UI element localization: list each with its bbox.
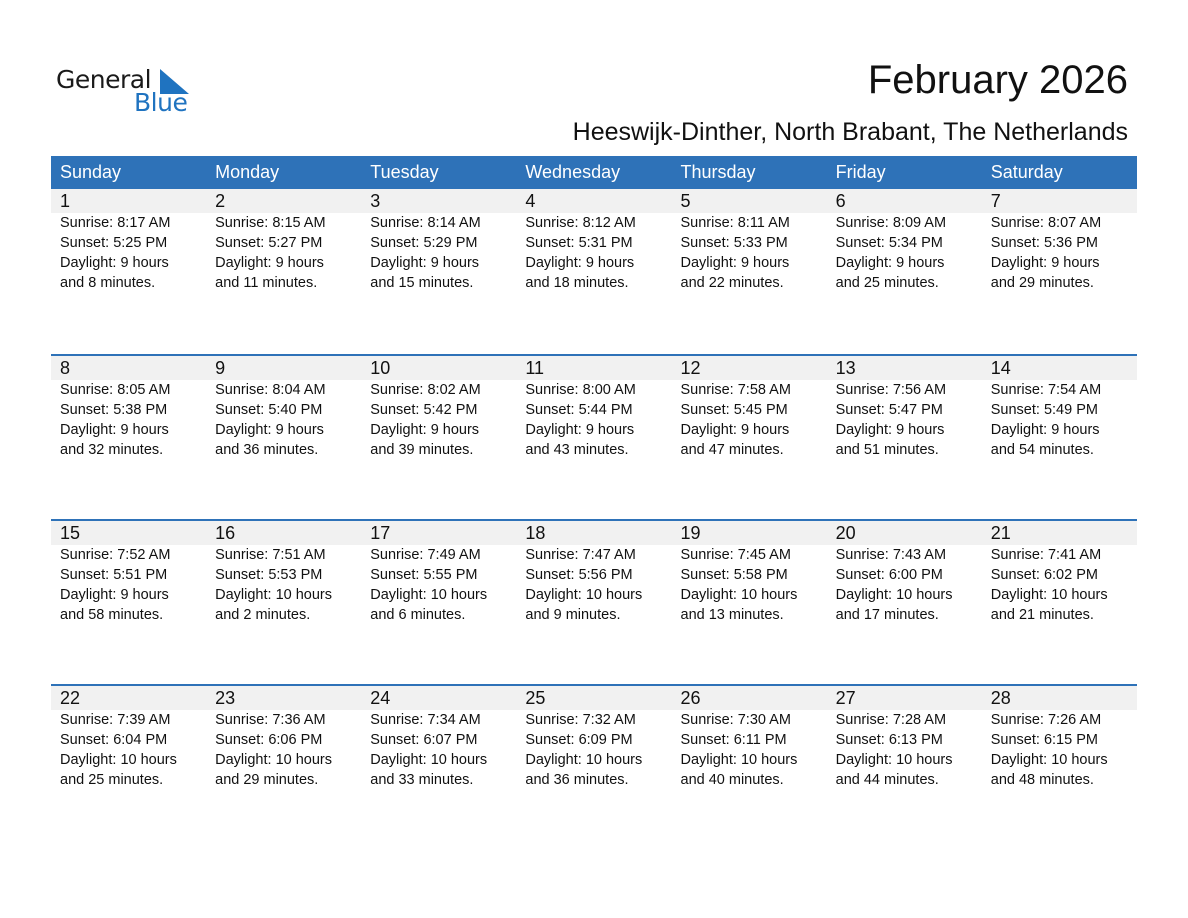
- daylight-minutes: and 58 minutes.: [60, 607, 164, 623]
- sunrise-time: Sunrise: 8:05 AM: [60, 382, 171, 398]
- day-number: 10: [370, 358, 391, 378]
- sunrise-time: Sunrise: 7:54 AM: [990, 382, 1102, 398]
- weekday-header-row: [51, 156, 1137, 189]
- daylight-minutes: and 25 minutes.: [835, 275, 939, 291]
- sunset-time: Sunset: 5:38 PM: [60, 402, 168, 418]
- sunset-time: Sunset: 5:53 PM: [215, 567, 323, 583]
- sunset-time: Sunset: 6:13 PM: [835, 732, 943, 748]
- daylight-hours: Daylight: 9 hours: [990, 422, 1100, 438]
- sunrise-time: Sunrise: 8:15 AM: [215, 215, 326, 231]
- daylight-hours: Daylight: 9 hours: [370, 255, 480, 271]
- sunset-time: Sunset: 5:31 PM: [525, 235, 633, 251]
- day-cell: [51, 356, 206, 460]
- daylight-minutes: and 29 minutes.: [990, 275, 1094, 291]
- day-number: 5: [680, 191, 691, 211]
- week-row: [51, 189, 1137, 354]
- day-cell: [827, 521, 982, 625]
- daylight-minutes: and 18 minutes.: [525, 275, 629, 291]
- sunrise-time: Sunrise: 7:47 AM: [525, 547, 636, 563]
- day-cell: [672, 686, 827, 790]
- day-number: 23: [215, 688, 236, 708]
- sunrise-time: Sunrise: 7:45 AM: [680, 547, 791, 563]
- weekday-header-tuesday: Tuesday: [370, 162, 439, 182]
- daylight-hours: Daylight: 10 hours: [525, 752, 643, 768]
- daylight-hours: Daylight: 10 hours: [990, 587, 1108, 603]
- daylight-minutes: and 15 minutes.: [370, 275, 474, 291]
- daylight-minutes: and 13 minutes.: [680, 607, 784, 623]
- calendar-weeks: [51, 189, 1137, 849]
- daylight-minutes: and 8 minutes.: [60, 275, 156, 291]
- daylight-minutes: and 9 minutes.: [525, 607, 621, 623]
- day-number: 9: [215, 358, 226, 378]
- daylight-minutes: and 33 minutes.: [370, 772, 474, 788]
- daylight-minutes: and 43 minutes.: [525, 442, 629, 458]
- week-row: [51, 519, 1137, 684]
- sunset-time: Sunset: 6:04 PM: [60, 732, 168, 748]
- day-cell: [516, 189, 671, 293]
- sunset-time: Sunset: 5:55 PM: [370, 567, 478, 583]
- sunrise-time: Sunrise: 7:28 AM: [835, 712, 947, 728]
- daylight-minutes: and 36 minutes.: [215, 442, 319, 458]
- day-cell: [982, 356, 1137, 460]
- sunset-time: Sunset: 5:36 PM: [990, 235, 1098, 251]
- sunrise-time: Sunrise: 8:11 AM: [680, 215, 790, 231]
- sunrise-time: Sunrise: 7:30 AM: [680, 712, 791, 728]
- daylight-hours: Daylight: 10 hours: [215, 752, 332, 768]
- daylight-hours: Daylight: 10 hours: [525, 587, 643, 603]
- day-cell: [51, 189, 206, 293]
- daylight-minutes: and 39 minutes.: [370, 442, 474, 458]
- daylight-hours: Daylight: 10 hours: [680, 587, 798, 603]
- sunset-time: Sunset: 5:56 PM: [525, 567, 633, 583]
- daylight-hours: Daylight: 10 hours: [990, 752, 1108, 768]
- day-cell: [516, 686, 671, 790]
- day-number: 1: [60, 191, 71, 211]
- sunrise-time: Sunrise: 7:56 AM: [835, 382, 947, 398]
- day-cell: [206, 356, 361, 460]
- daylight-minutes: and 32 minutes.: [60, 442, 164, 458]
- week-row: [51, 684, 1137, 849]
- day-number: 3: [370, 191, 381, 211]
- day-number: 14: [990, 358, 1011, 378]
- day-cell: [361, 189, 516, 293]
- weekday-header-sunday: Sunday: [60, 162, 122, 182]
- day-number: 8: [60, 358, 71, 378]
- day-cell: [827, 356, 982, 460]
- sunrise-time: Sunrise: 8:04 AM: [215, 382, 326, 398]
- sunset-time: Sunset: 6:02 PM: [990, 567, 1098, 583]
- daylight-minutes: and 48 minutes.: [990, 772, 1094, 788]
- day-cell: [361, 521, 516, 625]
- sunrise-time: Sunrise: 8:09 AM: [835, 215, 947, 231]
- sunset-time: Sunset: 6:00 PM: [835, 567, 943, 583]
- day-number: 18: [525, 523, 546, 543]
- weekday-header-friday: Friday: [835, 162, 886, 182]
- day-number: 2: [215, 191, 226, 211]
- day-number: 20: [835, 523, 856, 543]
- day-cell: [206, 521, 361, 625]
- day-number: 15: [60, 523, 81, 543]
- week-row: [51, 354, 1137, 519]
- sunset-time: Sunset: 5:29 PM: [370, 235, 478, 251]
- day-number: 7: [990, 191, 1001, 211]
- day-cell: [982, 686, 1137, 790]
- day-number: 6: [835, 191, 846, 211]
- daylight-hours: Daylight: 9 hours: [680, 422, 790, 438]
- sunrise-time: Sunrise: 7:43 AM: [835, 547, 947, 563]
- sunset-time: Sunset: 5:44 PM: [525, 402, 633, 418]
- daylight-hours: Daylight: 10 hours: [835, 587, 953, 603]
- daylight-minutes: and 2 minutes.: [215, 607, 311, 623]
- sunset-time: Sunset: 5:40 PM: [215, 402, 323, 418]
- day-number: 4: [525, 191, 536, 211]
- sunrise-time: Sunrise: 7:34 AM: [370, 712, 481, 728]
- daylight-minutes: and 25 minutes.: [60, 772, 164, 788]
- day-cell: [672, 521, 827, 625]
- day-cell: [827, 189, 982, 293]
- sunrise-time: Sunrise: 8:14 AM: [370, 215, 481, 231]
- sunrise-time: Sunrise: 8:00 AM: [525, 382, 636, 398]
- day-number: 26: [680, 688, 701, 708]
- sunset-time: Sunset: 5:58 PM: [680, 567, 788, 583]
- sunrise-time: Sunrise: 7:51 AM: [215, 547, 326, 563]
- day-number: 28: [990, 688, 1011, 708]
- sunrise-time: Sunrise: 7:49 AM: [370, 547, 481, 563]
- daylight-minutes: and 11 minutes.: [215, 275, 318, 291]
- daylight-minutes: and 54 minutes.: [990, 442, 1094, 458]
- day-number: 17: [370, 523, 391, 543]
- sunrise-time: Sunrise: 7:32 AM: [525, 712, 636, 728]
- day-number: 21: [990, 523, 1011, 543]
- weekday-header-wednesday: Wednesday: [525, 162, 621, 182]
- sunrise-time: Sunrise: 7:58 AM: [680, 382, 791, 398]
- sunset-time: Sunset: 5:33 PM: [680, 235, 788, 251]
- day-cell: [516, 356, 671, 460]
- daylight-hours: Daylight: 9 hours: [215, 255, 324, 271]
- daylight-hours: Daylight: 10 hours: [60, 752, 177, 768]
- day-cell: [206, 189, 361, 293]
- daylight-hours: Daylight: 9 hours: [525, 422, 635, 438]
- day-number: 13: [835, 358, 856, 378]
- daylight-hours: Daylight: 10 hours: [680, 752, 798, 768]
- daylight-minutes: and 40 minutes.: [680, 772, 784, 788]
- sunset-time: Sunset: 6:06 PM: [215, 732, 323, 748]
- sunrise-time: Sunrise: 8:02 AM: [370, 382, 481, 398]
- daylight-hours: Daylight: 10 hours: [215, 587, 332, 603]
- sunrise-time: Sunrise: 8:07 AM: [990, 215, 1102, 231]
- sunset-time: Sunset: 6:09 PM: [525, 732, 633, 748]
- daylight-hours: Daylight: 9 hours: [370, 422, 480, 438]
- sunset-time: Sunset: 5:47 PM: [835, 402, 943, 418]
- daylight-minutes: and 29 minutes.: [215, 772, 319, 788]
- sunrise-time: Sunrise: 7:26 AM: [990, 712, 1102, 728]
- day-number: 16: [215, 523, 236, 543]
- sunset-time: Sunset: 6:07 PM: [370, 732, 478, 748]
- logo-text-blue: Blue: [134, 88, 188, 117]
- day-number: 22: [60, 688, 81, 708]
- sunrise-time: Sunrise: 7:36 AM: [215, 712, 326, 728]
- daylight-hours: Daylight: 10 hours: [370, 587, 488, 603]
- daylight-hours: Daylight: 10 hours: [370, 752, 488, 768]
- day-cell: [51, 686, 206, 790]
- sunrise-time: Sunrise: 8:12 AM: [525, 215, 636, 231]
- daylight-minutes: and 36 minutes.: [525, 772, 629, 788]
- day-number: 27: [835, 688, 856, 708]
- sunset-time: Sunset: 5:51 PM: [60, 567, 168, 583]
- sunset-time: Sunset: 6:15 PM: [990, 732, 1098, 748]
- day-number: 12: [680, 358, 701, 378]
- sunset-time: Sunset: 5:45 PM: [680, 402, 788, 418]
- daylight-minutes: and 21 minutes.: [990, 607, 1094, 623]
- day-cell: [827, 686, 982, 790]
- logo-text-general: General: [56, 65, 152, 94]
- sunset-time: Sunset: 5:25 PM: [60, 235, 168, 251]
- weekday-header-thursday: Thursday: [680, 162, 756, 182]
- day-cell: [672, 189, 827, 293]
- daylight-minutes: and 51 minutes.: [835, 442, 939, 458]
- day-cell: [206, 686, 361, 790]
- sunset-time: Sunset: 5:42 PM: [370, 402, 478, 418]
- page-title: February 2026: [867, 58, 1128, 102]
- daylight-hours: Daylight: 9 hours: [60, 255, 169, 271]
- daylight-hours: Daylight: 9 hours: [835, 422, 945, 438]
- day-cell: [51, 521, 206, 625]
- day-cell: [516, 521, 671, 625]
- calendar-grid: [51, 156, 1137, 849]
- daylight-hours: Daylight: 10 hours: [835, 752, 953, 768]
- daylight-hours: Daylight: 9 hours: [60, 422, 169, 438]
- day-cell: [982, 521, 1137, 625]
- sunset-time: Sunset: 6:11 PM: [680, 732, 787, 748]
- daylight-hours: Daylight: 9 hours: [990, 255, 1100, 271]
- day-number: 25: [525, 688, 546, 708]
- sunset-time: Sunset: 5:49 PM: [990, 402, 1098, 418]
- daylight-hours: Daylight: 9 hours: [60, 587, 169, 603]
- daylight-minutes: and 17 minutes.: [835, 607, 939, 623]
- day-cell: [672, 356, 827, 460]
- weekday-header-monday: Monday: [215, 162, 280, 182]
- sunrise-time: Sunrise: 7:39 AM: [60, 712, 171, 728]
- day-number: 11: [525, 358, 545, 378]
- day-cell: [361, 686, 516, 790]
- daylight-hours: Daylight: 9 hours: [215, 422, 324, 438]
- day-cell: [982, 189, 1137, 293]
- weekday-header-saturday: Saturday: [990, 162, 1063, 182]
- daylight-minutes: and 44 minutes.: [835, 772, 939, 788]
- day-cell: [361, 356, 516, 460]
- daylight-minutes: and 6 minutes.: [370, 607, 466, 623]
- sunrise-time: Sunrise: 8:17 AM: [60, 215, 171, 231]
- day-number: 24: [370, 688, 391, 708]
- generalblue-logo: [56, 64, 196, 120]
- daylight-hours: Daylight: 9 hours: [525, 255, 635, 271]
- daylight-hours: Daylight: 9 hours: [835, 255, 945, 271]
- sunrise-time: Sunrise: 7:52 AM: [60, 547, 171, 563]
- sunrise-time: Sunrise: 7:41 AM: [990, 547, 1102, 563]
- sunset-time: Sunset: 5:34 PM: [835, 235, 943, 251]
- daylight-minutes: and 47 minutes.: [680, 442, 784, 458]
- daylight-minutes: and 22 minutes.: [680, 275, 784, 291]
- daylight-hours: Daylight: 9 hours: [680, 255, 790, 271]
- day-number: 19: [680, 523, 701, 543]
- sunset-time: Sunset: 5:27 PM: [215, 235, 323, 251]
- location-subtitle: Heeswijk-Dinther, North Brabant, The Netherlands: [572, 118, 1128, 146]
